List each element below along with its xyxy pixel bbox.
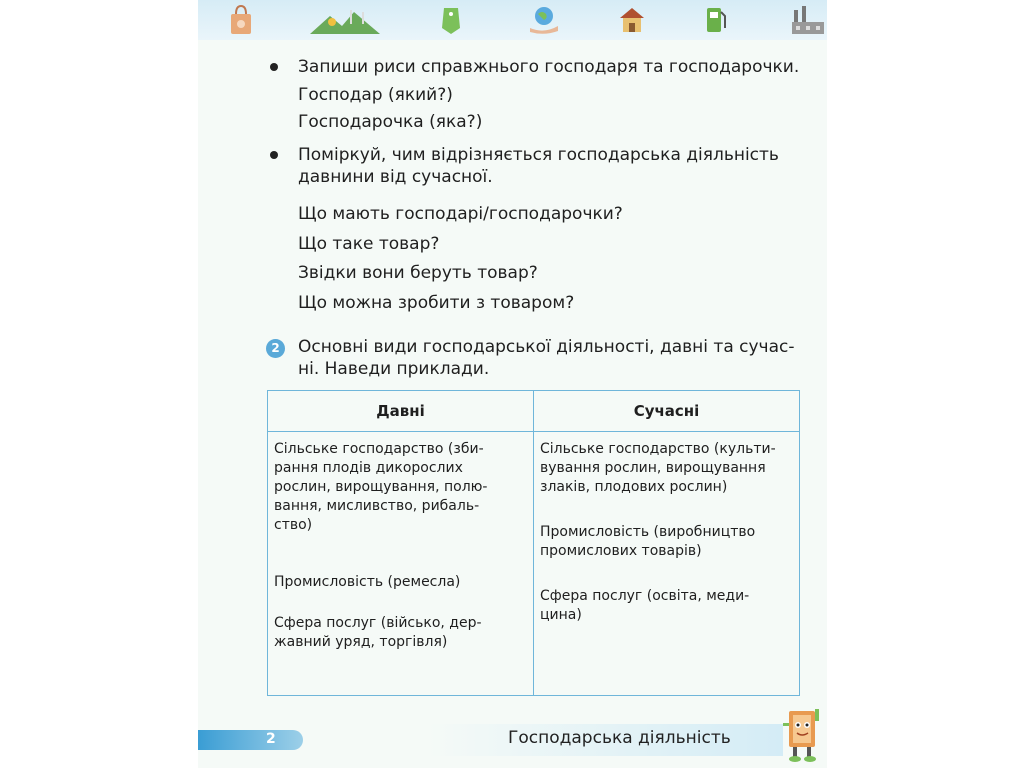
- modern-agriculture: [534, 432, 799, 497]
- question-text: Звідки вони беруть товар?: [298, 263, 538, 283]
- question-text: Що можна зробити з товаром?: [298, 293, 575, 313]
- modern-services: [534, 579, 799, 625]
- column-header-modern: Сучасні: [534, 391, 800, 432]
- task-text: Господарочка (яка?): [298, 112, 483, 132]
- table-text: Промисловість (ремесла): [274, 574, 461, 590]
- page-number: 2: [266, 731, 276, 747]
- footer-title: Господарська діяльність: [508, 728, 731, 748]
- table-text: Сфера послуг (освіта, меди-: [540, 588, 750, 604]
- table-text: рослин, вирощування, полю-: [274, 479, 488, 495]
- table-text: ство): [274, 517, 313, 533]
- table-text: злаків, плодових рослин): [540, 479, 728, 495]
- task-text: Господар (який?): [298, 85, 453, 105]
- task-text: давнини від сучасної.: [298, 167, 493, 187]
- ancient-agriculture: [268, 432, 533, 535]
- table-text: Сільське господарство (зби-: [274, 441, 484, 457]
- table-text: Сфера послуг (військо, дер-: [274, 615, 482, 631]
- table-text: Промисловість (виробництво: [540, 524, 756, 540]
- page-content: [198, 0, 827, 768]
- table-text: цина): [540, 607, 582, 623]
- table-text: жавний уряд, торгівля): [274, 634, 448, 650]
- ancient-column: [268, 432, 534, 696]
- table-text: промислових товарів): [540, 543, 702, 559]
- modern-column: [534, 432, 800, 696]
- page-number-band: [198, 730, 303, 750]
- task-text: Поміркуй, чим відрізняється господарська діяльність: [298, 145, 779, 165]
- table-text: вання, мисливство, рибаль-: [274, 498, 480, 514]
- column-header-ancient: Давні: [268, 391, 534, 432]
- modern-industry: [534, 515, 799, 561]
- ancient-services: [268, 606, 533, 652]
- bullet-marker: [270, 63, 278, 71]
- activities-table: [267, 390, 800, 696]
- textbook-page: [198, 0, 827, 768]
- task-text: Запиши риси справжнього господаря та господарочки.: [298, 57, 800, 77]
- bullet-marker: [270, 151, 278, 159]
- ancient-industry: [268, 565, 533, 592]
- table-text: вування рослин, вирощування: [540, 460, 766, 476]
- question-text: Що таке товар?: [298, 234, 440, 254]
- table-text: рання плодів дикорослих: [274, 460, 463, 476]
- book-mascot-icon: [781, 705, 825, 763]
- task-text: Основні види господарської діяльності, давні та сучас-: [298, 337, 795, 357]
- table-text: Сільське господарство (культи-: [540, 441, 776, 457]
- task-number-badge: 2: [266, 339, 285, 358]
- question-text: Що мають господарі/господарочки?: [298, 204, 623, 224]
- task-text: ні. Наведи приклади.: [298, 359, 490, 379]
